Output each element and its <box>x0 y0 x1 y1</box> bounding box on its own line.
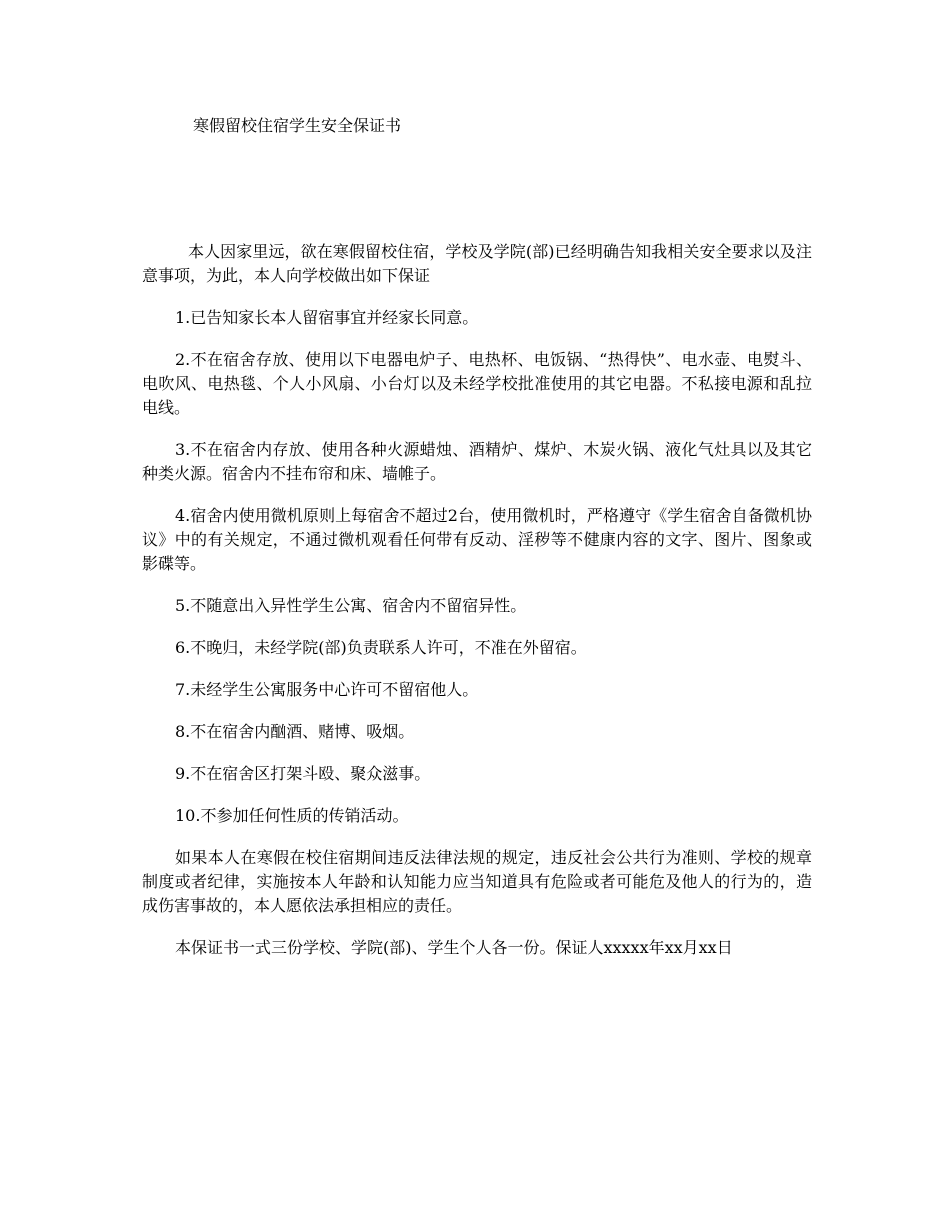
guarantee-item-2: 2.不在宿舍存放、使用以下电器电炉子、电热杯、电饭锅、“热得快”、电水壶、电熨斗、电吹风、电热毯、个人小风扇、小台灯以及未经学校批准使用的其它电器。不私接电源和乱拉电线。 <box>142 350 812 417</box>
closing-paragraph: 本保证书一式三份学校、学院(部)、学生个人各一份。保证人xxxxx年xx月xx日 <box>175 938 733 957</box>
liability-paragraph: 如果本人在寒假在校住宿期间违反法律法规的规定，违反社会公共行为准则、学校的规章制度或者纪律，实施按本人年龄和认知能力应当知道具有危险或者可能危及他人的行为的，造成伤害事故的，本人愿依法承担相应的责任。 <box>142 848 812 915</box>
guarantee-item-7: 7.未经学生公寓服务中心许可不留宿他人。 <box>175 680 479 699</box>
guarantee-item-10: 10.不参加任何性质的传销活动。 <box>175 806 409 825</box>
guarantee-item-6: 6.不晚归，未经学院(部)负责联系人许可，不准在外留宿。 <box>175 638 587 657</box>
document-title: 寒假留校住宿学生安全保证书 <box>193 116 402 135</box>
intro-paragraph: 本人因家里远，欲在寒假留校住宿，学校及学院(部)已经明确告知我相关安全要求以及注意事项，为此，本人向学校做出如下保证 <box>142 242 812 285</box>
guarantee-item-9: 9.不在宿舍区打架斗殴、聚众滋事。 <box>175 764 431 783</box>
guarantee-item-3: 3.不在宿舍内存放、使用各种火源蜡烛、酒精炉、煤炉、木炭火锅、液化气灶具以及其它种类火源。宿舍内不挂布帘和床、墙帷子。 <box>142 440 812 483</box>
guarantee-item-5: 5.不随意出入异性学生公寓、宿舍内不留宿异性。 <box>175 596 527 615</box>
document-body <box>142 240 812 978</box>
guarantee-item-1: 1.已告知家长本人留宿事宜并经家长同意。 <box>175 308 479 327</box>
guarantee-item-8: 8.不在宿舍内酗酒、赌博、吸烟。 <box>175 722 415 741</box>
guarantee-item-4: 4.宿舍内使用微机原则上每宿舍不超过2台，使用微机时，严格遵守《学生宿舍自备微机协议》中的有关规定，不通过微机观看任何带有反动、淫秽等不健康内容的文字、图片、图象或影碟等。 <box>142 506 812 573</box>
